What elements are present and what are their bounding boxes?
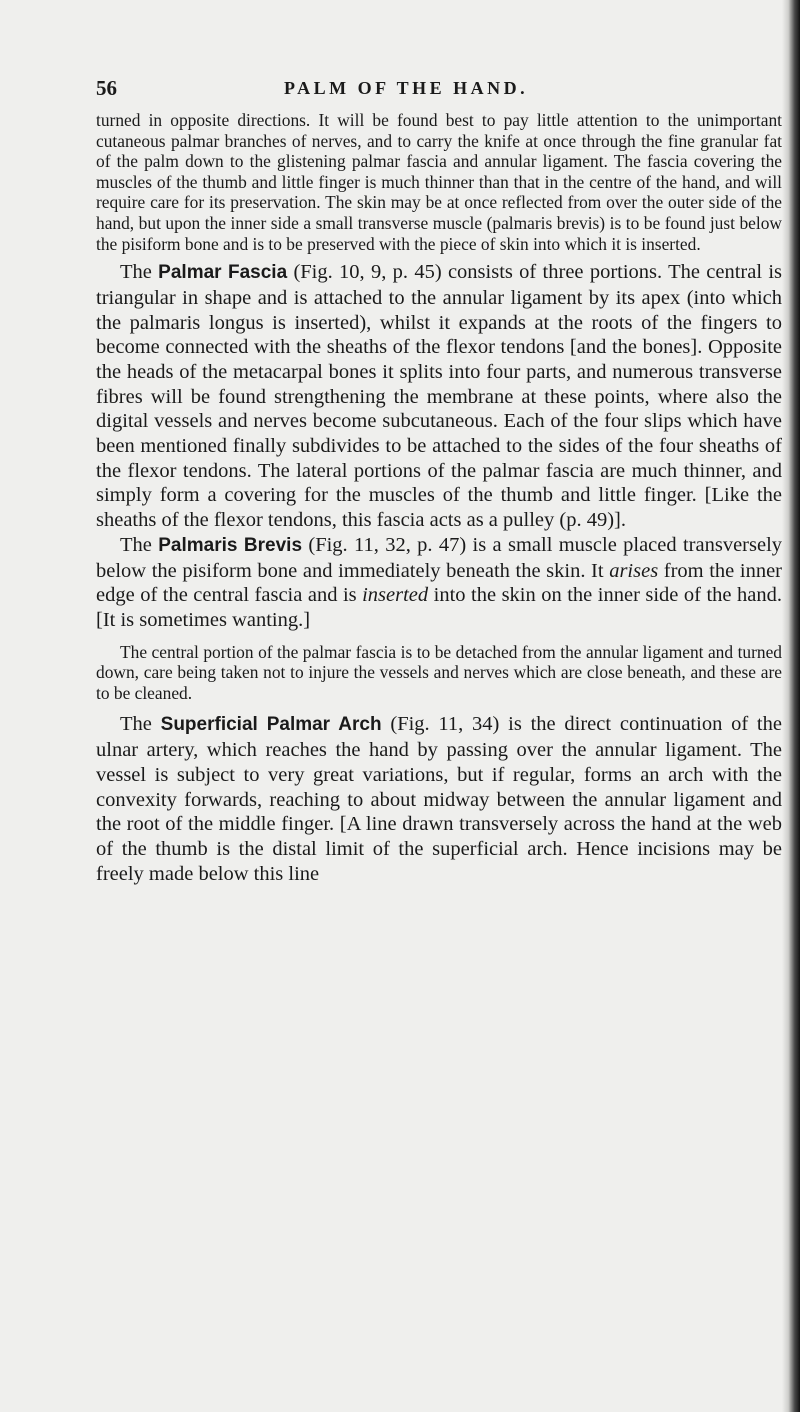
running-title: PALM OF THE HAND.: [284, 78, 529, 98]
page-number: 56: [96, 76, 117, 100]
paragraph-body: from the inner edge of the central fascia and is: [96, 559, 783, 607]
book-page: [96, 76, 782, 886]
paragraph-fascia-detachment: The central portion of the palmar fascia is to be detached from the annular ligament and turned down, care being taken not to injure the vessels and nerves which are close beneath, and these are to be cleaned.: [96, 641, 782, 703]
paragraph-lead: The: [120, 713, 161, 736]
emphasis-arises: arises: [609, 559, 659, 582]
paragraph-palmaris-brevis: [96, 533, 782, 633]
term-palmar-fascia: Palmar Fascia: [158, 262, 288, 284]
term-superficial-palmar-arch: Superficial Palmar Arch: [160, 714, 382, 736]
term-palmaris-brevis: Palmaris Brevis: [158, 534, 303, 556]
paragraph-body: into the skin on the inner side of the hand. [It is sometimes wanting.]: [96, 584, 782, 631]
paragraph-superficial-palmar-arch: [96, 712, 782, 886]
page-edge-shadow: [782, 0, 800, 1412]
paragraph-lead: The: [120, 261, 159, 284]
paragraph-body: (Fig. 11, 34) is the direct continuation of the ulnar artery, which reaches the hand by passing over the annular ligament. The vessel is subject to very great variations, but if regular, forms an arch with the convexity forwards, reaching to about midway between the annular ligament and the root of the middle finger. [A line drawn transversely across the hand at the web of the thumb is the distal limit of the superficial arch. Hence incisions may be freely made below this line: [96, 713, 782, 885]
paragraph-dissection-instructions: turned in opposite directions. It will be found best to pay little attention to the unimportant cutaneous palmar branches of nerves, and to carry the knife at once through the fine granular fat of the palm down to the glistening palmar fascia and annular ligament. The fascia covering the muscles of the thumb and little finger is much thinner than that in the centre of the hand, and will require care for its preservation. The skin may be at once reflected from over the outer side of the hand, but upon the inner side a small transverse muscle (palmaris brevis) is to be found just below the pisiform bone and is to be preserved with the piece of skin into which it is inserted.: [96, 110, 782, 254]
paragraph-body: (Fig. 10, 9, p. 45) consists of three portions. The central is triangular in shape and is attached to the annular ligament by its apex (into which the palmaris longus is inserted), whilst it expands at the roots of the fingers to become connected with the sheaths of the flexor tendons [and the bones]. Opposite the heads of the metacarpal bones it splits into four parts, and numerous transverse fibres will be found strengthening the membrane at these points, where also the digital vessels and nerves become subcutaneous. Each of the four slips which have been mentioned finally subdivides to be attached to the sides of the four sheaths of the flexor tendons. The lateral portions of the palmar fascia are much thinner, and simply form a covering for the muscles of the thumb and little finger. [Like the sheaths of the flexor tendons, this fascia acts as a pulley (p. 49)].: [96, 261, 782, 532]
emphasis-inserted: inserted: [362, 584, 429, 607]
paragraph-body: (Fig. 11, 32, p. 47) is a small muscle placed transversely below the pisiform bone and immediately beneath the skin. It: [96, 533, 783, 582]
paragraph-palmar-fascia: [96, 260, 782, 533]
paragraph-lead: The: [120, 533, 159, 556]
running-header: [96, 76, 782, 110]
